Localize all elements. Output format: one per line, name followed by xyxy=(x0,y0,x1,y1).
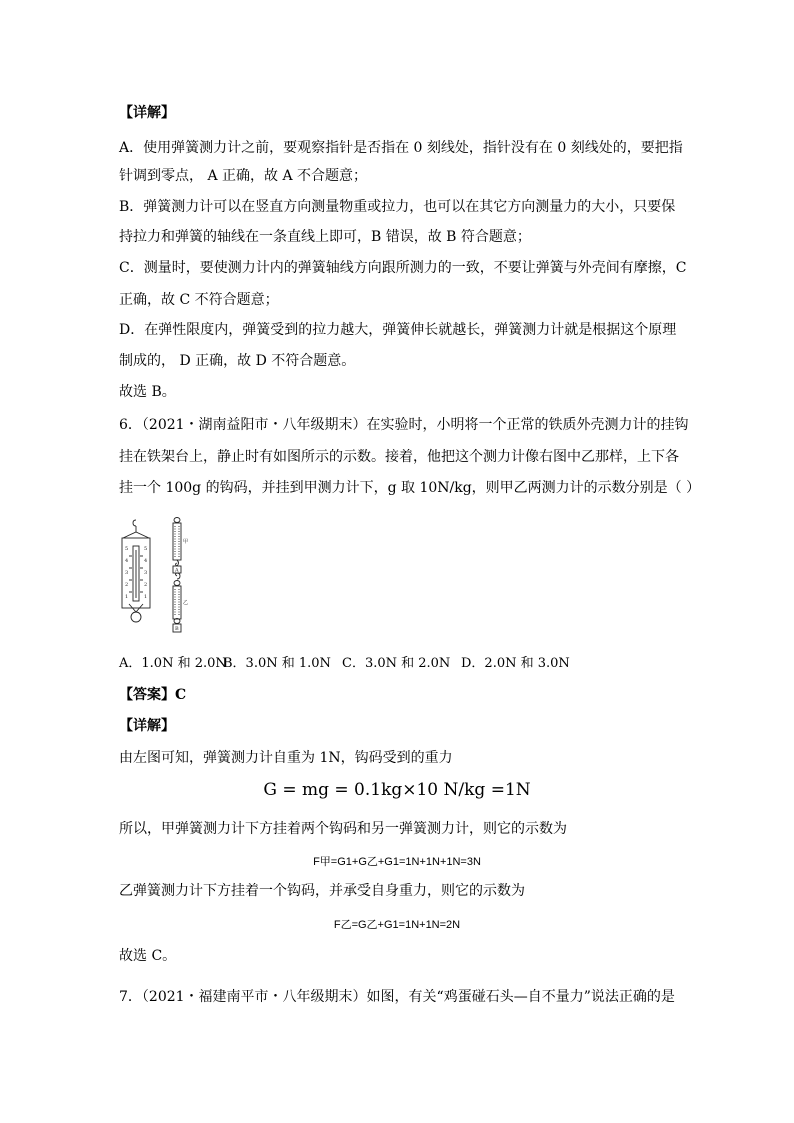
paragraph-line: 持拉力和弹簧的轴线在一条直线上即可，B 错误，故 B 符合题意； xyxy=(119,229,531,245)
option-b: B．3.0N 和 1.0N xyxy=(223,656,331,671)
detail-heading: 【详解】 xyxy=(119,718,175,734)
paragraph-line: 正确，故 C 不符合题意； xyxy=(119,292,279,308)
paragraph-line: B．弹簧测力计可以在竖直方向测量物重或拉力，也可以在其它方向测量力的大小，只要保 xyxy=(119,199,676,215)
svg-text:1: 1 xyxy=(125,594,129,600)
question-7: 7．（2021・福建南平市・八年级期末）如图，有关“鸡蛋碰石头—自不量力”说法正确的是 xyxy=(119,989,675,1005)
option-c: C．3.0N 和 2.0N xyxy=(342,656,451,671)
svg-text:1: 1 xyxy=(144,594,148,600)
detail-heading: 【详解】 xyxy=(119,105,175,121)
question-6-line: 挂一个 100g 的钩码，并挂到甲测力计下，g 取 10N/kg，则甲乙两测力计的示数分别是（ ） xyxy=(119,480,701,496)
svg-text:5: 5 xyxy=(125,546,129,552)
svg-text:3: 3 xyxy=(144,570,148,576)
svg-text:2: 2 xyxy=(125,582,129,588)
label-yi: 乙 xyxy=(183,600,189,606)
paragraph-line: 制成的， D 正确，故 D 不符合题意。 xyxy=(119,353,356,369)
label-weight-a: A xyxy=(175,567,179,574)
solution-line: 所以，甲弹簧测力计下方挂着两个钩码和另一弹簧测力计，则它的示数为 xyxy=(119,821,567,837)
label-jia: 甲 xyxy=(183,539,189,545)
solution-line: 由左图可知，弹簧测力计自重为 1N，钩码受到的重力 xyxy=(119,750,453,766)
stacked-spring-scales xyxy=(173,518,181,633)
spring-scale-figure xyxy=(119,516,199,636)
equation-f-jia: F甲=G1+G乙+G1=1N+1N+1N=3N xyxy=(313,856,481,868)
paragraph-line: D．在弹性限度内，弹簧受到的拉力越大，弹簧伸长就越长，弹簧测力计就是根据这个原理 xyxy=(119,322,677,338)
solution-conclusion: 故选 C。 xyxy=(119,948,177,964)
paragraph-line: 故选 B。 xyxy=(119,384,176,400)
options-row xyxy=(119,654,570,674)
equation-gravity: G = mg = 0.1kg×10 N/kg =1N xyxy=(263,780,531,800)
paragraph-line: A．使用弹簧测力计之前，要观察指针是否指在 0 刻线处，指针没有在 0 刻线处的，要把指 xyxy=(119,140,683,156)
equation-f-yi: F乙=G乙+G1=1N+1N=2N xyxy=(333,919,461,931)
svg-text:5: 5 xyxy=(144,546,148,552)
svg-text:4: 4 xyxy=(144,558,148,564)
label-weight-b: B xyxy=(175,626,179,632)
left-spring-scale xyxy=(122,520,150,622)
svg-text:2: 2 xyxy=(144,582,148,588)
answer: 【答案】C xyxy=(119,687,187,703)
question-6-line: 6．（2021・湖南益阳市・八年级期末）在实验时，小明将一个正常的铁质外壳测力计的挂钩 xyxy=(119,417,689,433)
paragraph-line: 针调到零点， A 正确，故 A 不合题意； xyxy=(119,168,368,184)
option-a: A．1.0N 和 2.0N xyxy=(119,656,227,671)
question-6-line: 挂在铁架台上，静止时有如图所示的示数。接着，他把这个测力计像右图中乙那样，上下各 xyxy=(119,449,679,465)
svg-text:3: 3 xyxy=(125,570,129,576)
solution-line: 乙弹簧测力计下方挂着一个钩码，并承受自身重力，则它的示数为 xyxy=(119,883,525,899)
svg-text:4: 4 xyxy=(125,558,129,564)
paragraph-line: C．测量时，要使测力计内的弹簧轴线方向跟所测力的一致，不要让弹簧与外壳间有摩擦，C xyxy=(119,260,687,276)
option-d: D．2.0N 和 3.0N xyxy=(461,656,570,671)
